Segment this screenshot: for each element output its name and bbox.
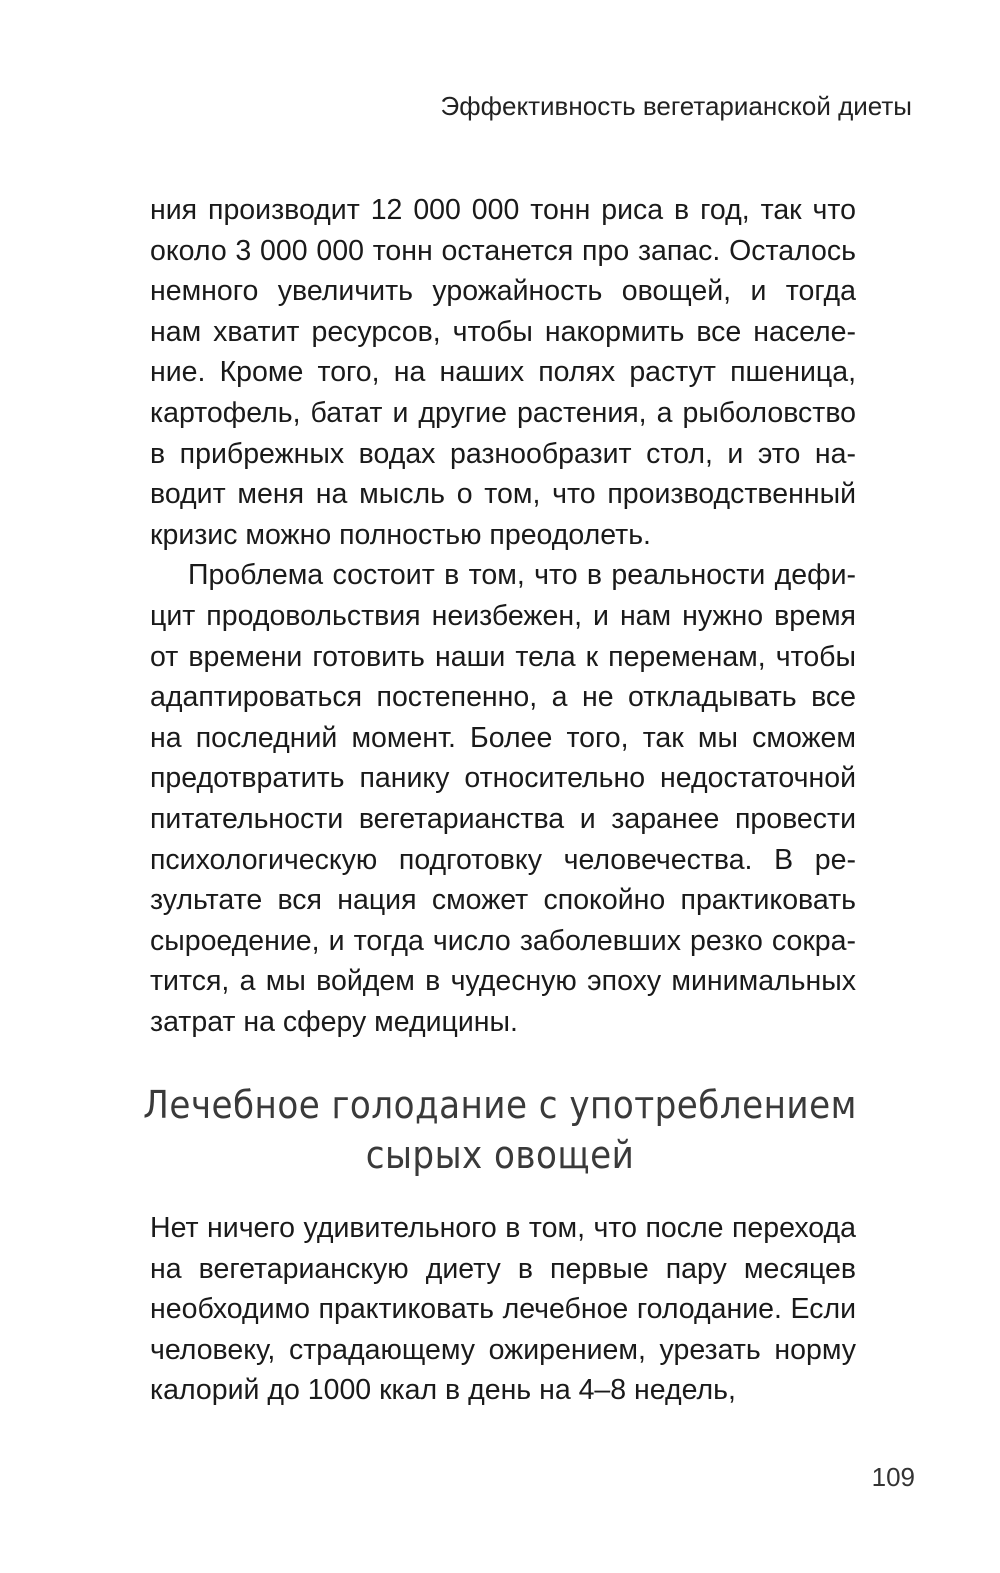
- running-header: Эффективность вегетарианской диеты: [440, 91, 912, 121]
- section-heading-line-2: сырых овощей: [365, 1133, 635, 1177]
- section-heading-line-1: Лечебное голодание с употреблением: [143, 1083, 857, 1127]
- page-number: 109: [871, 1462, 915, 1492]
- section-paragraph-1: Нет ничего удивительного в том, что после перехода на вегетарианскую диету в первые пару месяцев необходимо практиковать лечебное голодание. Если человеку, страдающему ожирением, урезать норму калорий до 1000 ккал в день на 4–8 недель,: [150, 1212, 856, 1407]
- body-text-block: [150, 190, 856, 1042]
- section-text-block: [150, 1208, 856, 1411]
- body-paragraph-2: Проблема состоит в том, что в реальности дефицит продовольствия неизбежен, и нам нужно время от времени готовить наши тела к переменам, чтобы адаптироваться постепенно, а не откладывать все на последний момент. Более того, так мы сможем предотвратить панику относительно недостаточной питательности вегетарианства и заранее провести психологическую подготовку человечества. В результате вся нация сможет спокойно практиковать сыроедение, и тогда число заболевших резко сократится, а мы войдем в чудесную эпоху минимальных затрат на сферу медицины.: [150, 559, 856, 1038]
- section-heading: [140, 1080, 860, 1180]
- body-paragraph-1: ния производит 12 000 000 тонн риса в год, так что около 3 000 000 тонн останется про запас. Осталось немного увеличить урожайность овощей, и тогда нам хватит ресурсов, чтобы накормить все население. Кроме того, на наших полях растут пшеница, картофель, батат и другие растения, а рыболовство в прибрежных водах разнообразит стол, и это наводит меня на мысль о том, что производственный кризис можно полностью преодолеть.: [150, 194, 856, 551]
